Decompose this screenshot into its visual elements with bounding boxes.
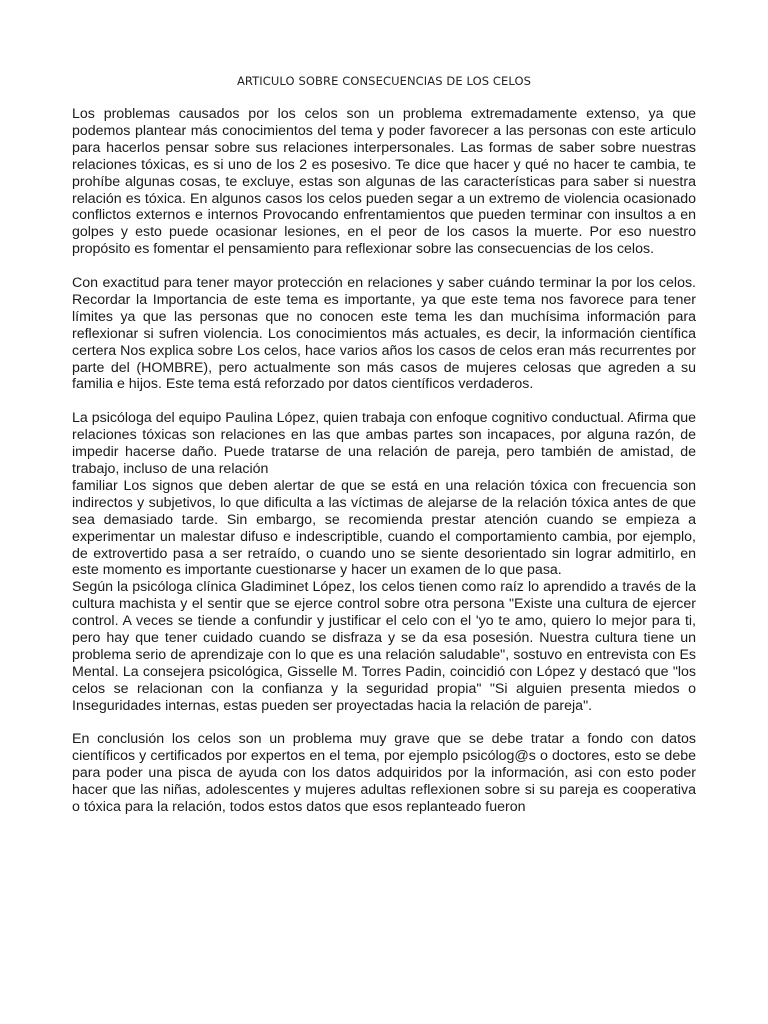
paragraph-conclusion: En conclusión los celos son un problema muy grave que se debe tratar a fondo con datos científicos y certificados por expertos en el tema, por ejemplo psicólog@s o doctores, esto se debe para poder una pisca de ayuda con los datos adquiridos por la información, asi con esto poder hacer que las niñas, adolescentes y mujeres adultas reflexionen sobre si su pareja es cooperativa o tóxica para la relación, todos estos datos que esos replanteado fueron	[72, 731, 696, 816]
paragraph-clinical-opinion: Según la psicóloga clínica Gladiminet López, los celos tienen como raíz lo aprendido a través de la cultura machista y el sentir que se ejerce control sobre otra persona "Existe una cultura de ejercer control. A veces se tiende a confundir y justificar el celo con el 'yo te amo, quiero lo mejor para ti, pero hay que tener cuidado cuando se disfraza y se da esa posesión. Nuestra cultura tiene un problema serio de aprendizaje con lo que es una relación saludable", sostuvo en entrevista con Es Mental. La consejera psicológica, Gisselle M. Torres Padin, coincidió con López y destacó que "los celos se relacionan con la confianza y la seguridad propia" "Si alguien presenta miedos o Inseguridades internas, estas pueden ser proyectadas hacia la relación de pareja".	[72, 579, 696, 714]
paragraph-psychologist-definition: La psicóloga del equipo Paulina López, quien trabaja con enfoque cognitivo conductual. Afirma que relaciones tóxicas son relaciones en las que ambas partes son incapaces, por alguna razón, de impedir hacerse daño. Puede tratarse de una relación de pareja, pero también de amistad, de trabajo, incluso de una relación	[72, 410, 696, 477]
paragraph-importance: Con exactitud para tener mayor protección en relaciones y saber cuándo terminar la por los celos. Recordar la Importancia de este tema es importante, ya que este tema nos favorece para tener límites ya que las personas que no conocen este tema les dan muchísima información para reflexionar si sufren violencia. Los conocimientos más actuales, es decir, la información científica certera Nos explica sobre Los celos, hace varios años los casos de celos eran más recurrentes por parte del (HOMBRE), pero actualmente son más casos de mujeres celosas que agreden a su familia e hijos. Este tema está reforzado por datos científicos verdaderos.	[72, 275, 696, 393]
document-page	[72, 74, 696, 1024]
document-title: ARTICULO SOBRE CONSECUENCIAS DE LOS CELOS	[236, 74, 532, 88]
paragraph-introduction: Los problemas causados por los celos son un problema extremadamente extenso, ya que podemos plantear más conocimientos del tema y poder favorecer a las personas con este articulo para hacerlos pensar sobre sus relaciones interpersonales. Las formas de saber sobre nuestras relaciones tóxicas, es si uno de los 2 es posesivo. Te dice que hacer y qué no hacer te cambia, te prohíbe algunas cosas, te excluye, estas son algunas de las características para saber si nuestra relación es tóxica. En algunos casos los celos pueden segar a un extremo de violencia ocasionado conflictos externos e internos Provocando enfrentamientos que pueden terminar con insultos a en golpes y esto puede ocasionar lesiones, en el peor de los casos la muerte. Por eso nuestro propósito es fomentar el pensamiento para reflexionar sobre las consecuencias de los celos.	[72, 106, 696, 258]
document-body	[72, 106, 696, 816]
paragraph-toxic-signs: familiar Los signos que deben alertar de que se está en una relación tóxica con frecuencia son indirectos y subjetivos, lo que dificulta a las víctimas de alejarse de la relación tóxica antes de que sea demasiado tarde. Sin embargo, se recomienda prestar atención cuando se empieza a experimentar un malestar difuso e indescriptible, cuando el comportamiento cambia, por ejemplo, de extrovertido pasa a ser retraído, o cuando uno se siente desorientado sin lograr admitirlo, en este momento es importante cuestionarse y hacer un examen de lo que pasa.	[72, 477, 696, 579]
